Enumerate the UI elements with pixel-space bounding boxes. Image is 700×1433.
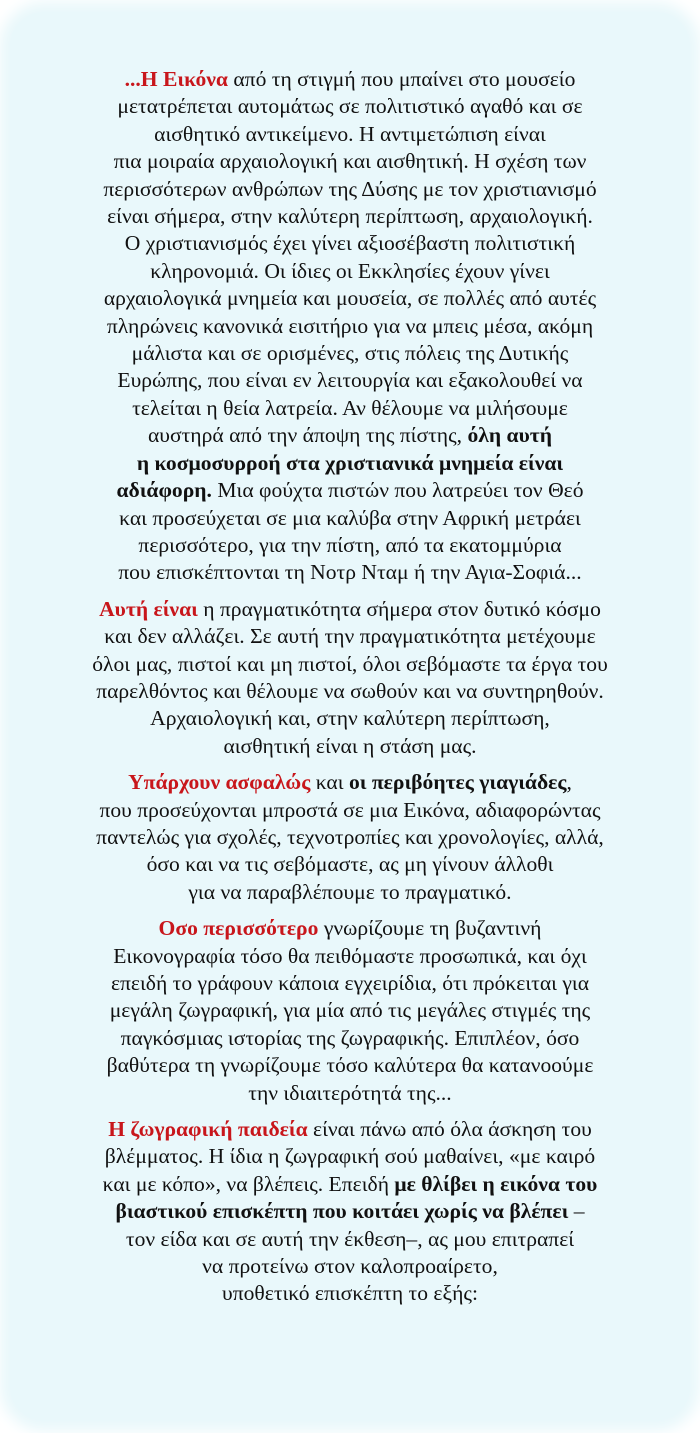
text-panel	[10, 12, 690, 1421]
body-text: να προτείνω στον καλοπροαίρετο,	[202, 1254, 498, 1279]
body-text: επειδή το γράφουν κάποια εγχειρίδια, ότι πρόκειται για	[110, 971, 590, 995]
body-text: μάλιστα και σε ορισμένες, στις πόλεις της Δυτικής	[131, 341, 569, 366]
body-text: περισσότερο, για την πίστη, από τα εκατομμύρια	[138, 532, 562, 557]
body-text: και	[310, 770, 349, 795]
body-text: είναι πάνω από όλα άσκηση του	[307, 1117, 592, 1142]
body-text: είναι σήμερα, στην καλύτερη περίπτωση, αρχαιολογική.	[107, 204, 593, 229]
body-text: αρχαιολογικά μνημεία και μουσεία, σε πολλές από αυτές	[103, 286, 597, 311]
body-text: ,	[566, 770, 572, 795]
body-text: πληρώνεις κανονικά εισιτήριο για να μπεις μέσα, ακόμη	[106, 313, 594, 338]
body-text: πια μοιραία αρχαιολογική και αισθητική. Η σχέση των	[113, 149, 587, 174]
emphasis-text: αδιάφορη.	[116, 478, 212, 503]
body-text: όλοι μας, πιστοί και μη πιστοί, όλοι σεβόμαστε τα έργα του	[92, 651, 608, 676]
lead-phrase: ...Η Εικόνα	[124, 67, 228, 91]
lead-phrase: Η ζωγραφική παιδεία	[108, 1117, 308, 1142]
body-text: όσο και να τις σεβόμαστε, ας μη γίνουν άλλοθι	[146, 852, 554, 877]
body-text: βαθύτερα τη γνωρίζουμε τόσο καλύτερα θα κατανοούμε	[106, 1053, 594, 1078]
lead-phrase: Οσο περισσότερο	[158, 916, 319, 941]
paragraph-byzantine-iconography	[46, 915, 654, 1107]
body-text: και με κόπο», να βλέπεις. Επειδή	[102, 1171, 395, 1196]
body-text: η πραγματικότητα σήμερα στον δυτικό κόσμο	[197, 596, 601, 621]
body-text: Αρχαιολογική και, στην καλύτερη περίπτωση,	[150, 706, 550, 731]
body-text: και δεν αλλάζει. Σε αυτή την πραγματικότητα μετέχουμε	[104, 624, 596, 649]
lead-phrase: Υπάρχουν ασφαλώς	[128, 770, 311, 795]
body-text: παντελώς για σχολές, τεχνοτροπίες και χρονολογίες, αλλά,	[96, 824, 604, 849]
emphasis-text: η κοσμοσυρροή στα χριστιανικά μνημεία είναι	[136, 450, 564, 475]
body-text: την ιδιαιτερότητά της...	[248, 1080, 452, 1105]
body-text: βλέμματος. Η ίδια η ζωγραφική σού μαθαίνει, «με καιρό	[104, 1144, 596, 1169]
paragraph-museum-icon	[46, 66, 654, 587]
body-text: αισθητικό αντικείμενο. Η αντιμετώπιση είναι	[154, 121, 546, 146]
body-text: παγκόσμιας ιστορίας της ζωγραφικής. Επιπλέον, όσο	[120, 1025, 580, 1050]
body-text: για να παραβλέπουμε το πραγματικό.	[188, 879, 512, 904]
body-text: παρελθόντος και θέλουμε να σωθούν και να συντηρηθούν.	[96, 678, 604, 703]
body-text: αισθητική είναι η στάση μας.	[223, 733, 477, 758]
body-text: τελείται η θεία λατρεία. Αν θέλουμε να μιλήσουμε	[132, 395, 568, 420]
body-text: Ευρώπης, που είναι εν λειτουργία και εξακολουθεί να	[117, 368, 583, 393]
emphasis-text: όλη αυτή	[467, 423, 552, 448]
emphasis-text: με θλίβει η εικόνα του	[394, 1171, 598, 1196]
body-text: περισσότερων ανθρώπων της Δύσης με τον χριστιανισμό	[103, 176, 597, 201]
body-text: από τη στιγμή που μπαίνει στο μουσείο	[227, 67, 576, 91]
body-text: μεγάλη ζωγραφική, για μία από τις μεγάλες στιγμές της	[109, 998, 591, 1023]
body-text: μετατρέπεται αυτομάτως σε πολιτιστικό αγαθό και σε	[117, 94, 583, 119]
lead-phrase: Αυτή είναι	[99, 596, 198, 621]
paragraph-grandmothers	[46, 769, 654, 906]
body-text: –	[568, 1199, 585, 1224]
body-text: κληρονομιά. Οι ίδιες οι Εκκλησίες έχουν γίνει	[150, 258, 550, 283]
body-text: υποθετικό επισκέπτη το εξής:	[222, 1281, 478, 1306]
body-text: Ο χριστιανισμός έχει γίνει αξιοσέβαστη πολιτιστική	[124, 231, 576, 256]
body-text: που επισκέπτονται τη Νοτρ Νταμ ή την Αγια-Σοφιά...	[118, 560, 582, 585]
body-text: αυστηρά από την άποψη της πίστης,	[147, 423, 468, 448]
body-text: γνωρίζουμε τη βυζαντινή	[318, 916, 542, 941]
body-text: τον είδα και σε αυτή την έκθεση–, ας μου επιτραπεί	[125, 1226, 575, 1251]
body-text: Μια φούχτα πιστών που λατρεύει τον Θεό	[211, 478, 584, 503]
paragraph-painting-education	[46, 1116, 654, 1308]
body-text: Εικονογραφία τόσο θα πειθόμαστε προσωπικά, και όχι	[113, 943, 587, 968]
emphasis-text: βιαστικού επισκέπτη που κοιτάει χωρίς να βλέπει	[115, 1199, 569, 1224]
emphasis-text: οι περιβόητες γιαγιάδες	[348, 770, 567, 795]
body-text: που προσεύχονται μπροστά σε μια Εικόνα, αδιαφορώντας	[99, 797, 601, 822]
paragraph-western-reality	[46, 596, 654, 760]
body-text: και προσεύχεται σε μια καλύβα στην Αφρική μετράει	[119, 505, 581, 530]
